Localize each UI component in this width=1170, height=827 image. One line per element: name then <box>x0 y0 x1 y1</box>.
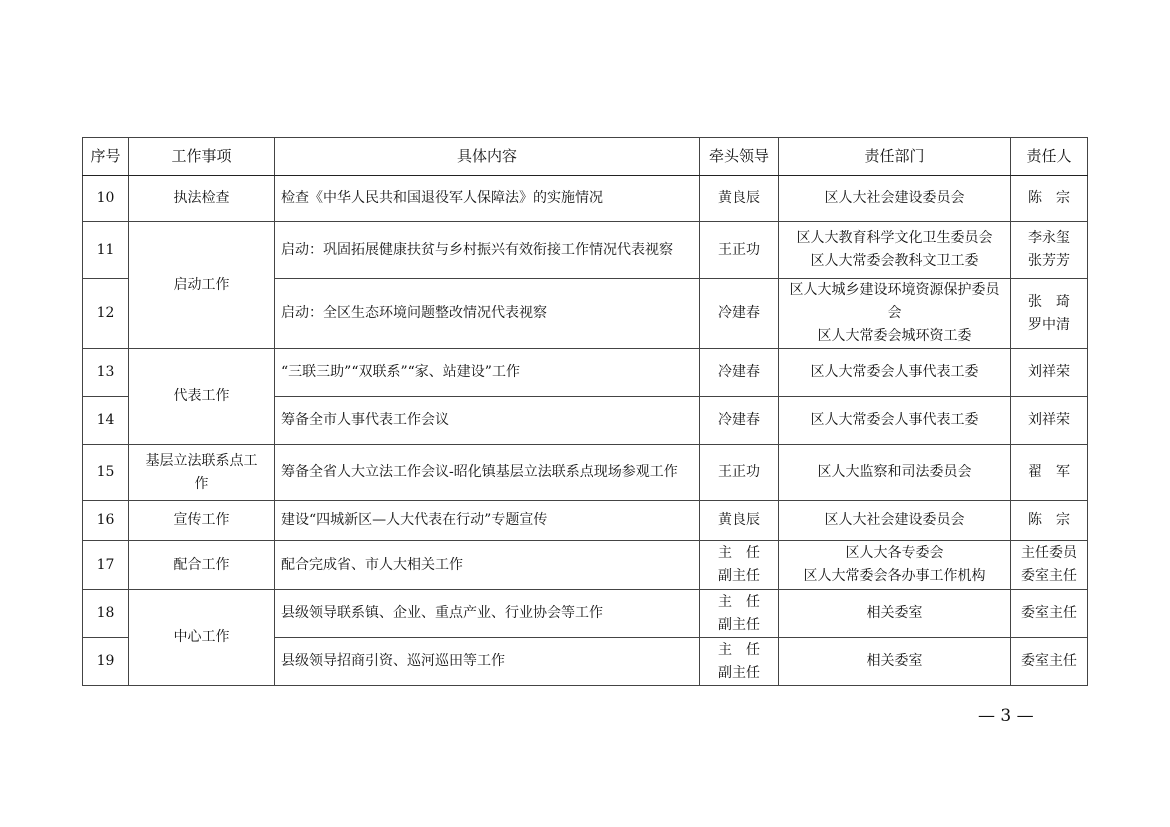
leader-line: 主 任 <box>718 641 760 658</box>
responsible-dept: 相关委室 <box>779 590 1011 638</box>
dept-line: 区人大常委会教科文卫工委 <box>810 253 979 269</box>
lead-leader: 黄良辰 <box>700 501 779 541</box>
work-item: 启动工作 <box>129 222 275 349</box>
header-dept: 责任部门 <box>779 138 1011 176</box>
work-content: 配合完成省、市人大相关工作 <box>275 541 700 590</box>
lead-leader <box>700 638 779 686</box>
responsible-dept <box>779 279 1011 349</box>
table-row <box>83 176 1088 222</box>
work-item: 代表工作 <box>129 349 275 445</box>
lead-leader: 王正功 <box>700 222 779 279</box>
work-content: “三联三助”“双联系”“家、站建设”工作 <box>275 349 700 397</box>
lead-leader: 黄良辰 <box>700 176 779 222</box>
work-item: 执法检查 <box>129 176 275 222</box>
work-item: 基层立法联系点工作 <box>129 445 275 501</box>
work-content: 县级领导招商引资、巡河巡田等工作 <box>275 638 700 686</box>
work-item: 中心工作 <box>129 590 275 686</box>
page-number: — 3 — <box>978 706 1034 726</box>
responsible-dept <box>779 222 1011 279</box>
work-item: 宣传工作 <box>129 501 275 541</box>
header-item: 工作事项 <box>129 138 275 176</box>
row-number: 11 <box>83 222 129 279</box>
work-content: 检查《中华人民共和国退役军人保障法》的实施情况 <box>275 176 700 222</box>
table-row <box>83 541 1088 590</box>
row-number: 13 <box>83 349 129 397</box>
person-line: 张芳芳 <box>1028 253 1070 269</box>
person-line: 委室主任 <box>1021 568 1077 584</box>
row-number: 16 <box>83 501 129 541</box>
dept-line: 区人大城乡建设环境资源保护委员会 <box>789 282 1000 321</box>
leader-line: 副主任 <box>718 616 760 633</box>
responsible-dept: 区人大常委会人事代表工委 <box>779 349 1011 397</box>
responsible-person: 陈 宗 <box>1011 501 1088 541</box>
person-line: 罗中清 <box>1028 316 1070 333</box>
row-number: 17 <box>83 541 129 590</box>
responsible-person: 刘祥荣 <box>1011 349 1088 397</box>
header-row <box>83 138 1088 176</box>
responsible-person: 委室主任 <box>1011 590 1088 638</box>
leader-line: 主 任 <box>718 545 760 561</box>
table-row <box>83 590 1088 638</box>
table-row <box>83 222 1088 279</box>
responsible-dept: 区人大监察和司法委员会 <box>779 445 1011 501</box>
responsible-person <box>1011 222 1088 279</box>
person-line: 张 琦 <box>1028 293 1070 310</box>
lead-leader: 冷建春 <box>700 279 779 349</box>
row-number: 14 <box>83 397 129 445</box>
dept-line: 区人大教育科学文化卫生委员会 <box>796 230 993 246</box>
table-row <box>83 349 1088 397</box>
row-number: 10 <box>83 176 129 222</box>
responsible-dept: 区人大常委会人事代表工委 <box>779 397 1011 445</box>
responsible-person <box>1011 279 1088 349</box>
lead-leader <box>700 541 779 590</box>
dept-line: 区人大常委会各办事工作机构 <box>803 568 986 584</box>
lead-leader: 王正功 <box>700 445 779 501</box>
header-seq: 序号 <box>83 138 129 176</box>
lead-leader: 冷建春 <box>700 397 779 445</box>
header-person: 责任人 <box>1011 138 1088 176</box>
work-content: 筹备全市人事代表工作会议 <box>275 397 700 445</box>
responsible-person: 陈 宗 <box>1011 176 1088 222</box>
responsible-dept: 区人大社会建设委员会 <box>779 176 1011 222</box>
row-number: 12 <box>83 279 129 349</box>
work-table <box>82 137 1088 686</box>
leader-line: 主 任 <box>718 593 760 610</box>
responsible-person: 翟 军 <box>1011 445 1088 501</box>
work-item: 配合工作 <box>129 541 275 590</box>
lead-leader: 冷建春 <box>700 349 779 397</box>
responsible-dept <box>779 541 1011 590</box>
responsible-person: 刘祥荣 <box>1011 397 1088 445</box>
row-number: 19 <box>83 638 129 686</box>
row-number: 15 <box>83 445 129 501</box>
work-content: 启动：全区生态环境问题整改情况代表视察 <box>275 279 700 349</box>
responsible-dept: 相关委室 <box>779 638 1011 686</box>
work-content: 启动：巩固拓展健康扶贫与乡村振兴有效衔接工作情况代表视察 <box>275 222 700 279</box>
row-number: 18 <box>83 590 129 638</box>
person-line: 李永玺 <box>1028 230 1070 246</box>
leader-line: 副主任 <box>718 664 760 681</box>
header-content: 具体内容 <box>275 138 700 176</box>
person-line: 主任委员 <box>1021 545 1077 561</box>
responsible-dept: 区人大社会建设委员会 <box>779 501 1011 541</box>
dept-line: 区人大常委会城环资工委 <box>817 328 972 344</box>
table-row <box>83 501 1088 541</box>
work-content: 筹备全省人大立法工作会议-昭化镇基层立法联系点现场参观工作 <box>275 445 700 501</box>
leader-line: 副主任 <box>718 568 760 584</box>
table-row <box>83 445 1088 501</box>
work-content: 建设“四城新区—人大代表在行动”专题宣传 <box>275 501 700 541</box>
responsible-person <box>1011 541 1088 590</box>
header-leader: 牵头领导 <box>700 138 779 176</box>
work-content: 县级领导联系镇、企业、重点产业、行业协会等工作 <box>275 590 700 638</box>
responsible-person: 委室主任 <box>1011 638 1088 686</box>
lead-leader <box>700 590 779 638</box>
dept-line: 区人大各专委会 <box>845 545 944 561</box>
